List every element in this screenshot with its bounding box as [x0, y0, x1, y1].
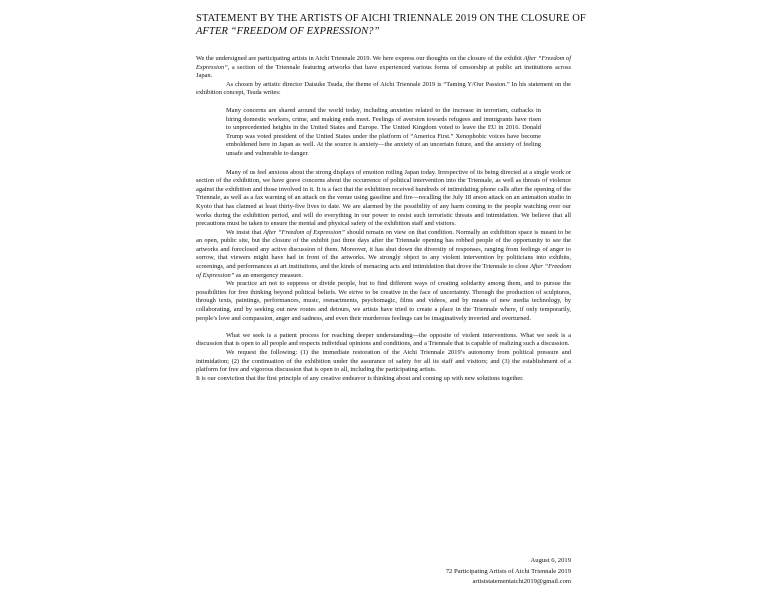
document-body [196, 55, 571, 383]
paragraph-insist-text-a: We insist that [226, 228, 264, 236]
paragraph-insist-text-e: as an emergency measure. [234, 271, 303, 279]
paragraph-intro [196, 55, 571, 81]
paragraph-request: We request the following: (1) the immediate restoration of the Aichi Triennale 2019’s autonomy from political pressure and intimidation; (2) the continuation of the exhibition under the assurance of safety for all its staff and visitors; and (3) the establishment of a platform for free and vigorous discussion that is open to all, including the participating artists. [196, 349, 571, 374]
paragraph-seek: What we seek is a patient process for reaching deeper understanding—the opposite of violent interventions. What we seek is a discussion that is open to all people and respects individual opinions and conditions, and a Triennale that is capable of realizing such a discussion. [196, 331, 571, 348]
paragraph-intro-text-a: We the undersigned are participating artists in Aichi Triennale 2019. We here express our thoughts on the closure of the exhibit [196, 55, 524, 62]
paragraph-insist-text-c: should remain on view on that condition. Normally an exhibition space is meant to be an open, public site, but the closure of the exhibit just three days after the Triennale opening has robbed people of the opportunity to see the artworks and foreclosed any active discussion of them. Moreover, it has shut down the diversity of responses, ranging from feelings of anger to sorrow, that viewers might have had in front of the artworks. We strongly object to any violent intervention by politicians into exhibits, screenings, and performances at art institutions, and the kinds of menacing acts and intimidation that drove the Triennale to close [196, 228, 571, 271]
paragraph-intro-text-c: , a section of the Triennale featuring artworks that have experienced various forms of censorship at public art institutions across Japan. [196, 63, 571, 80]
signature-block [446, 556, 571, 588]
signature-signers: 72 Participating Artists of Aichi Triennale 2019 [445, 567, 571, 575]
title-line-2: AFTER “FREEDOM OF EXPRESSION?” [196, 26, 380, 37]
paragraph-insist [196, 229, 571, 281]
exhibit-title: After “Freedom of Expression” [196, 55, 571, 71]
signature-date: August 6, 2019 [530, 557, 571, 564]
exhibit-title: After “Freedom of Expression” [196, 263, 572, 279]
paragraph-practice: We practice art not to suppress or divide people, but to find different ways of creating solidarity among them, and to pursue the possibilities for free thinking beyond political beliefs. We strive to be creative in the face of uncertainty. Through the production of sculptures, through texts, paintings, performances, music, reenactments, psychomagic, films and videos, and by means of new media technology, by collaborating, and by seeking out new routes and detours, we artists have tried to create a place in the Triennale where, if only temporarily, people’s love and compassion, anger and sadness, and even their murderous feelings can be imaginatively inverted and overturned. [196, 280, 571, 322]
signature-email: artiststatementaichi2019@gmail.com [472, 578, 571, 585]
paragraph-conviction: It is our conviction that the first principle of any creative endeavor is thinking about and coming up with new solutions together. [196, 374, 524, 382]
document-title [196, 12, 616, 38]
title-line-1: STATEMENT BY THE ARTISTS OF AICHI TRIENNALE 2019 ON THE CLOSURE OF [196, 13, 586, 24]
block-quote: Many concerns are shared around the world today, including anxieties related to the increase in terrorism, cutbacks in hiring domestic workers, crime, and making ends meet. Feelings of aversion towards refugees and immigrants have risen to unprecedented heights in the United States and Europe. The United Kingdom voted to leave the EU in 2016. Donald Trump was voted president of the United States under the platform of “America First.” Xenophobic voices have become emboldened here in Japan as well. At the source is anxiety—the anxiety of an uncertain future, and the anxiety of feeling unsafe and vulnerable to danger. [226, 106, 541, 157]
exhibit-title: After “Freedom of Expression” [263, 228, 345, 236]
paragraph-concerns: Many of us feel anxious about the strong displays of emotion roiling Japan today. Irrespective of its being directed at a single work or section of the exhibition, we have grave concerns about the occurrence of political intervention into the Triennale, as well as threats of violence against the exhibition and those involved in it. It is a fact that the exhibition received hundreds of intimidating phone calls after the opening of the Triennale, as well as a fax warning of an attack on the venue using gasoline and fire—recalling the July 18 arson attack on an animation studio in Kyoto that has claimed at least thirty-five lives to date. We are alarmed by the possibility of any harm coming to the people watching over our works during the exhibition period, and will do everything in our power to resist such terroristic threats and intimidation. We believe that all precautions must be taken to ensure the mental and physical safety of the exhibition staff and visitors. [196, 168, 571, 228]
paragraph-theme: As chosen by artistic director Daisuke Tsuda, the theme of Aichi Triennale 2019 is “Taming Y/Our Passion.” In his statement on the exhibition concept, Tsuda writes: [196, 80, 571, 97]
